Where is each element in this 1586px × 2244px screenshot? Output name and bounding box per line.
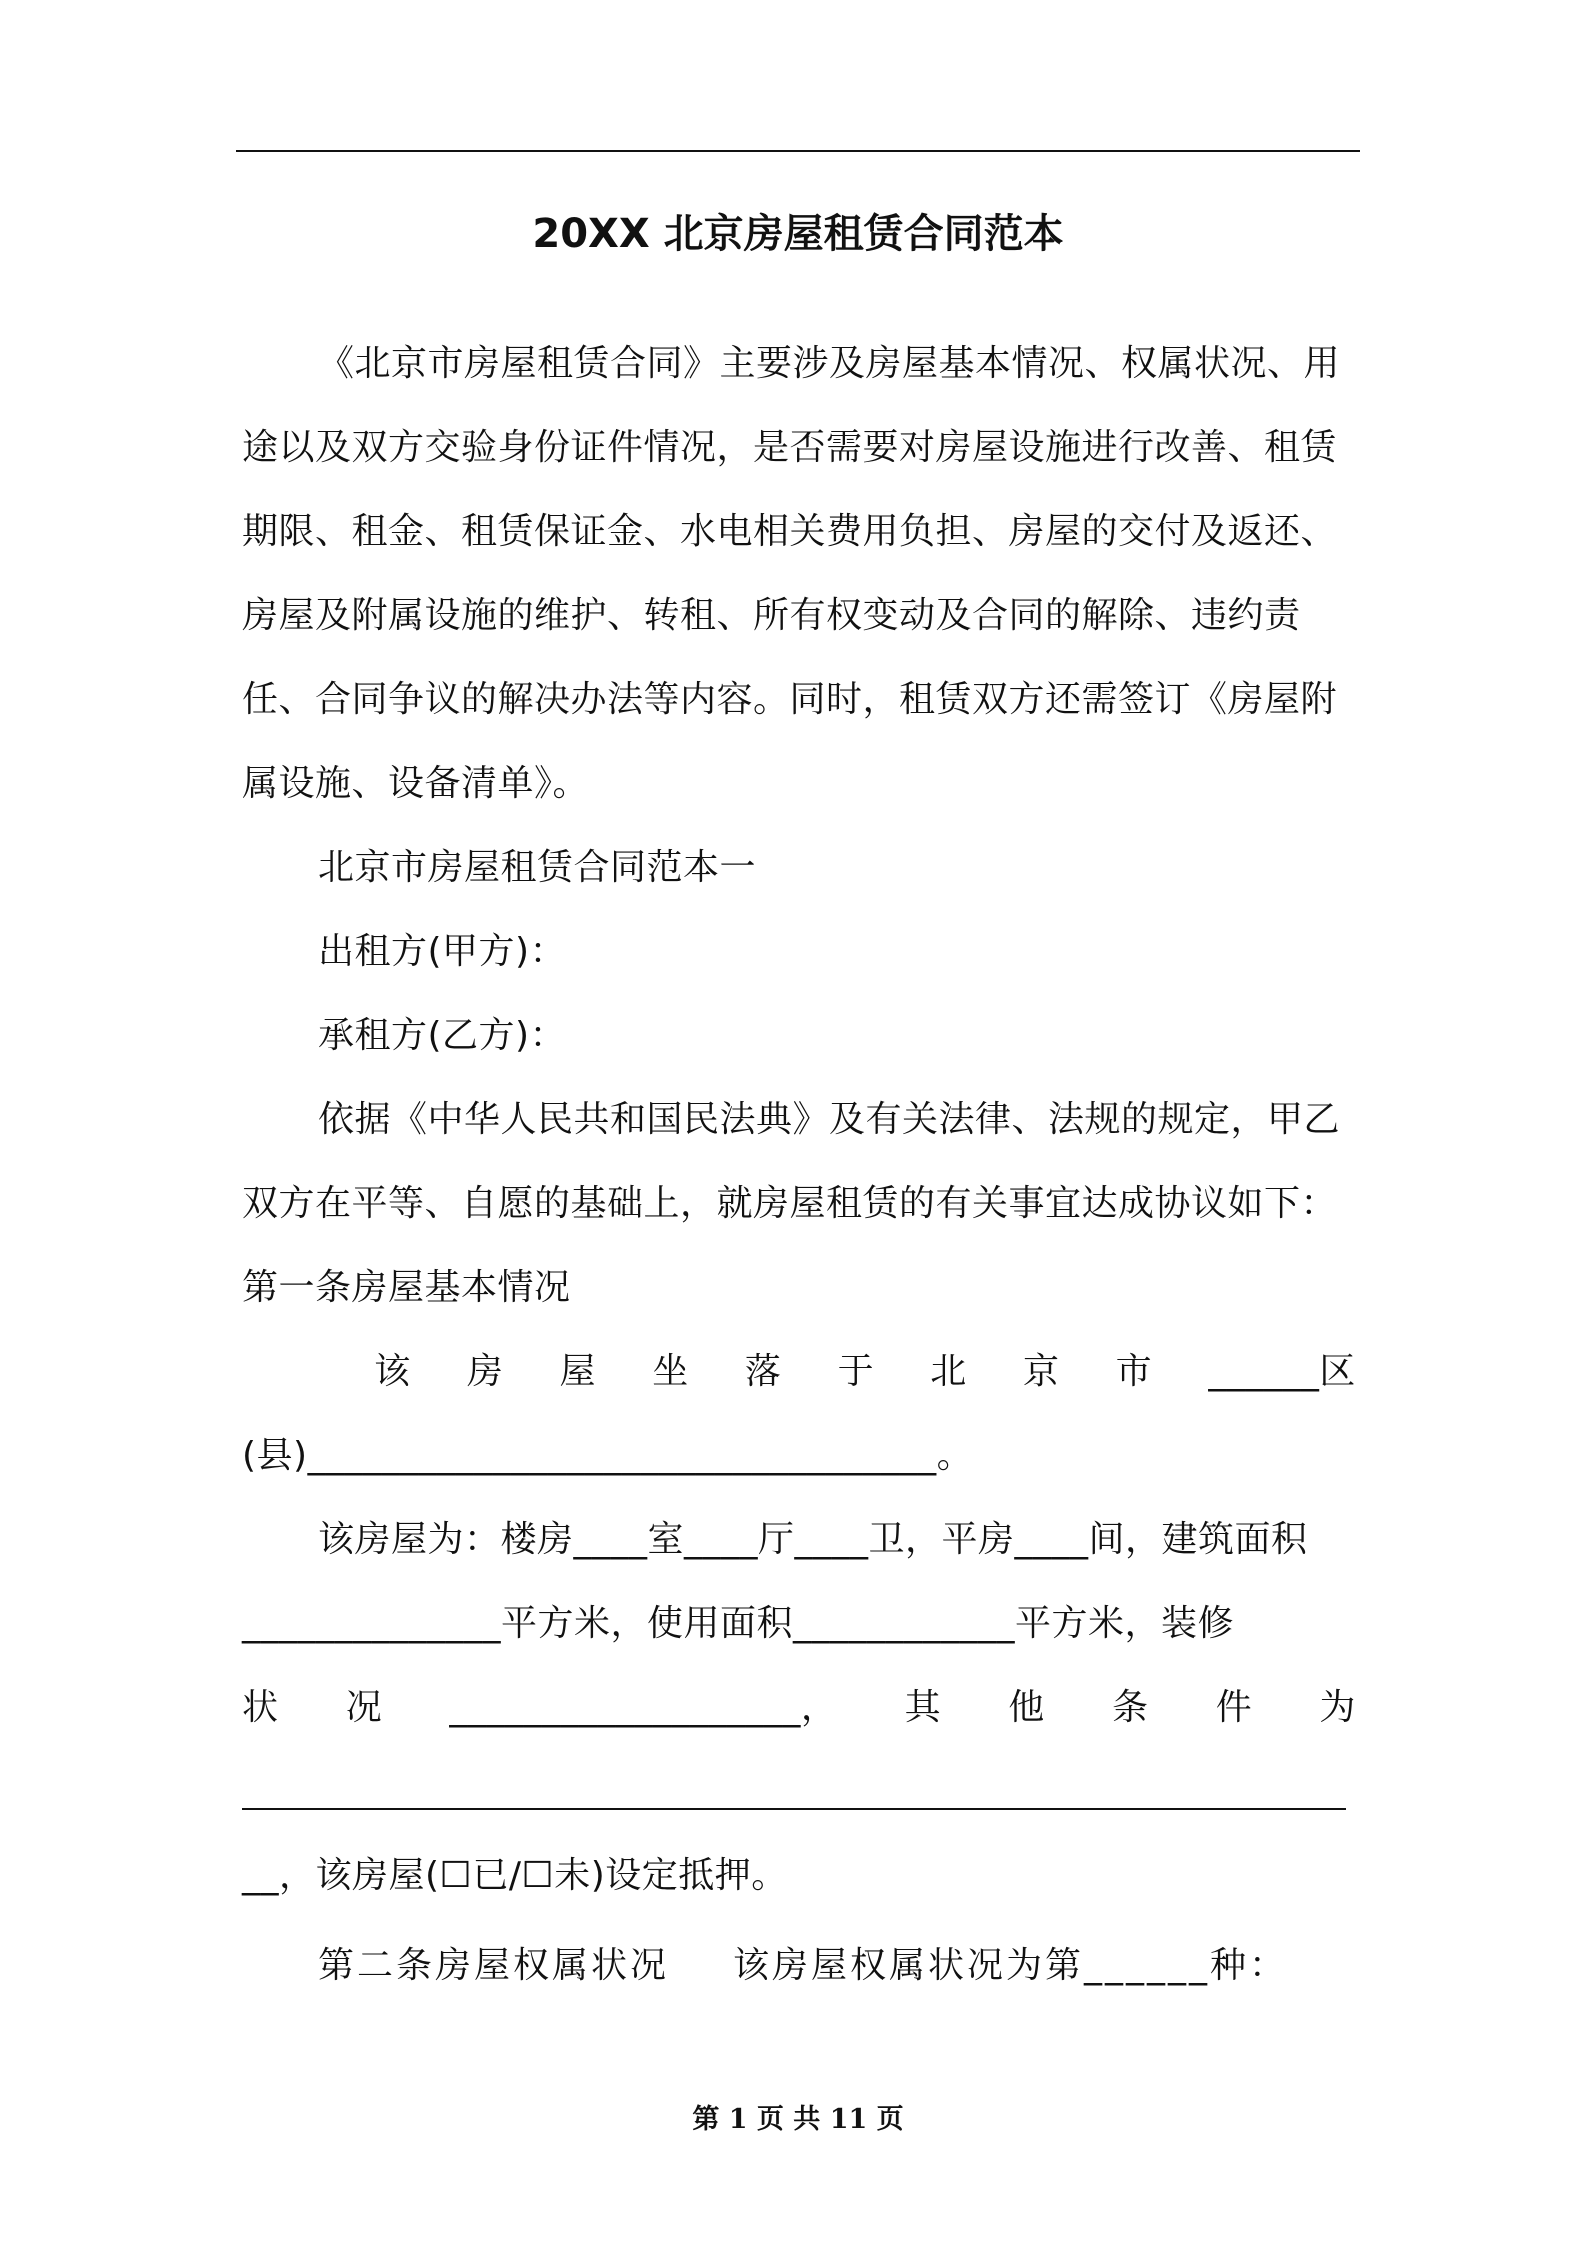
article1-heading: 第一条房屋基本情况 [242, 1267, 571, 1308]
location-char: 屋 [559, 1351, 597, 1392]
decoration-item: 状 [242, 1687, 279, 1728]
decoration-item: 条 [1112, 1687, 1149, 1728]
basis-paragraph: 依据《中华人民共和国民法典》及有关法律、法规的规定，甲乙双方在平等、自愿的基础上，就房屋租赁的有关事宜达成协议如下： [242, 1099, 1341, 1224]
article2-line [242, 1924, 1356, 2008]
district-label: 区 [1319, 1351, 1356, 1392]
location-line [242, 1330, 1356, 1414]
decoration-item: 况 [345, 1687, 383, 1728]
decoration-item: 其 [904, 1687, 942, 1728]
intro-paragraph: 《北京市房屋租赁合同》主要涉及房屋基本情况、权属状况、用途以及双方交验身份证件情况，是否需要对房屋设施进行改善、租赁期限、租金、租赁保证金、水电相关费用负担、房屋的交付及返还、房屋及附属设施的维护、转租、所有权变动及合同的解除、违约责任、合同争议的解决办法等内容。同时，租赁双方还需签订《房屋附属设施、设备清单》。 [242, 343, 1341, 804]
district-blank: ______ [1208, 1351, 1320, 1392]
location-char: 京 [1022, 1351, 1060, 1392]
decoration-item: 件 [1215, 1687, 1253, 1728]
decoration-item: 为 [1319, 1687, 1356, 1728]
sample-heading: 北京市房屋租赁合同范本一 [318, 847, 757, 888]
decoration-blank: ___________________， [449, 1687, 838, 1728]
decoration-item: 他 [1008, 1687, 1045, 1728]
layout-paragraph: 该房屋为：楼房____室____厅____卫，平房____间，建筑面积______________平方米，使用面积____________平方米，装修 [242, 1519, 1308, 1644]
document-body [242, 322, 1356, 2008]
lessor-line: 出租方(甲方)： [318, 931, 567, 972]
article2-text: 该房屋权属状况为第______种： [733, 1945, 1289, 1986]
location-char: 市 [1115, 1351, 1153, 1392]
location-char: 房 [466, 1351, 504, 1392]
article2-heading: 第二条房屋权属状况 [318, 1945, 670, 1986]
location-char: 北 [930, 1351, 967, 1392]
location-char: 该 [374, 1351, 411, 1392]
other-conditions-blank [242, 1750, 1356, 1834]
location-char: 坐 [652, 1351, 689, 1392]
location-char: 落 [744, 1351, 782, 1392]
lessee-line: 承租方(乙方)： [318, 1015, 567, 1056]
header-rule [236, 150, 1360, 152]
page-footer: 第 1 页 共 11 页 [692, 2104, 904, 2135]
county-line: (县)__________________________________。 [242, 1435, 974, 1476]
decoration-line [242, 1666, 1356, 1750]
mortgage-line: __，该房屋(☐已/☐未)设定抵押。 [242, 1855, 788, 1896]
location-char: 于 [837, 1351, 875, 1392]
document-title: 20XX 北京房屋租赁合同范本 [532, 211, 1064, 257]
